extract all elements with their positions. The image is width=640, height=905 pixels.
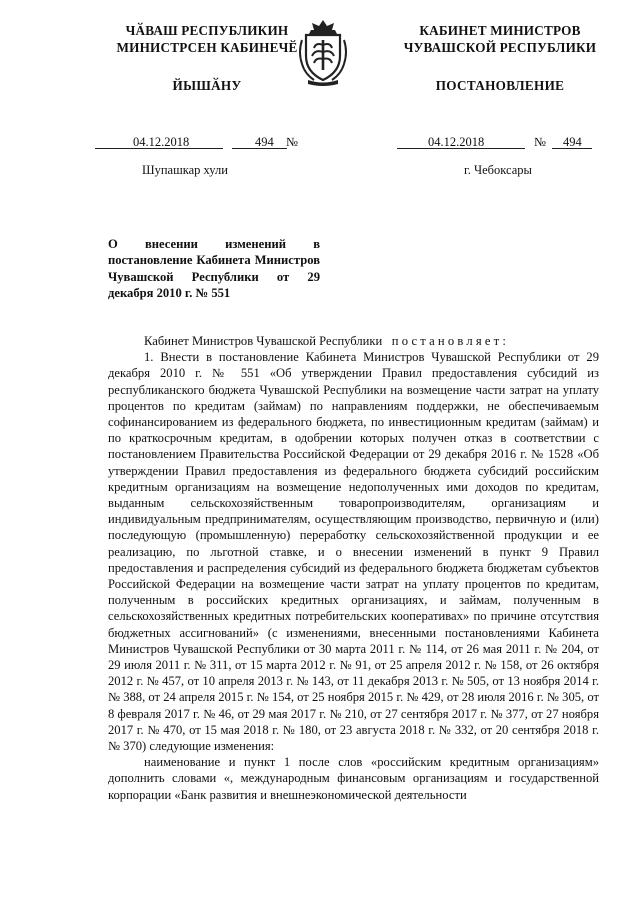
- header-right-block: [385, 22, 615, 94]
- left-date: 04.12.2018: [133, 135, 190, 149]
- document-subject: О внесении изменений в постановление Кабинета Министров Чувашской Республики от 29 декабря 2010 г. № 551: [108, 237, 320, 300]
- left-number-sign: №: [286, 135, 298, 149]
- left-number: 494: [255, 135, 274, 149]
- org-name-russian-line1: КАБИНЕТ МИНИСТРОВ: [419, 23, 581, 38]
- document-body: [108, 333, 599, 803]
- intro-text: Кабинет Министров Чувашской Республики: [144, 334, 383, 348]
- left-place: Шупашкар хули: [142, 163, 228, 177]
- left-number-underline: [232, 148, 287, 149]
- left-date-underline: [95, 148, 223, 149]
- org-name-chuvash-line2: МИНИСТРСЕН КАБИНЕЧӖ: [116, 40, 298, 55]
- right-date-underline: [397, 148, 525, 149]
- right-number-underline: [552, 148, 592, 149]
- doc-type-chuvash: ЙЫШӐНУ: [172, 78, 242, 93]
- paragraph-2: наименование и пункт 1 после слов «российским кредитным организациям» дополнить словами «, международным финансовым организациям и государственной корпорации «Банк развития и внешнеэкономической деятельности: [108, 755, 599, 802]
- chuvash-coat-of-arms-icon: [296, 18, 350, 86]
- resolves-word: постановляет:: [391, 334, 510, 348]
- header-left-block: [92, 22, 322, 94]
- right-date: 04.12.2018: [428, 135, 485, 149]
- right-number-sign: №: [534, 135, 546, 149]
- right-number: 494: [563, 135, 582, 149]
- org-name-chuvash-line1: ЧӐВАШ РЕСПУБЛИКИН: [125, 23, 289, 38]
- intro-paragraph: [108, 333, 599, 349]
- paragraph-1: 1. Внести в постановление Кабинета Министров Чувашской Республики от 29 декабря 2010 г. № 551 «Об утверждении Правил предоставления субсидий из республиканского бюджета Чувашской Республики на возмещение части затрат на уплату процентов по кредитам (займам) по направлениям поддержки, не обеспечиваемым софинансированием из федерального бюджета, по инвестиционным кредитам (займам) и по краткосрочным кредитам, в одобрении которых получен отказ в соответствии с постановлением Правительства Российской Федерации от 29 декабря 2016 г. № 1528 «Об утверждении Правил предоставления из федерального бюджета субсидий российским кредитным организациям на возмещение недополученных ими доходов по кредитам, выданным сельскохозяйственным товаропроизводителям, организациям и индивидуальным предпринимателям, осуществляющим производство, первичную и (или) последующую (промышленную) переработку сельскохозяйственной продукции и ее реализацию, по льготной ставке, и о внесении изменений в пункт 9 Правил предоставления и распределения субсидий из федерального бюджета бюджетам субъектов Российской Федерации на возмещение части затрат на уплату процентов по кредитам, полученным в российских кредитных организациях, и займам, полученным в сельскохозяйственных кредитных потребительских кооперативах» по причине отсутствия бюджетных ассигнований» (с изменениями, внесенными постановлениями Кабинета Министров Чувашской Республики от 30 марта 2011 г. № 114, от 26 мая 2011 г. № 204, от 29 июля 2011 г. № 311, от 15 марта 2012 г. № 91, от 25 апреля 2012 г. № 158, от 26 октября 2012 г. № 457, от 10 апреля 2013 г. № 143, от 11 декабря 2013 г. № 505, от 13 ноября 2014 г. № 388, от 24 апреля 2015 г. № 154, от 25 ноября 2015 г. № 429, от 28 июля 2016 г. № 305, от 8 февраля 2017 г. № 46, от 29 мая 2017 г. № 210, от 27 сентября 2017 г. № 377, от 27 ноября 2017 г. № 470, от 15 мая 2018 г. № 180, от 23 августа 2018 г. № 332, от 20 сентября 2018 г. № 370) следующие изменения:: [108, 350, 599, 754]
- right-place: г. Чебоксары: [464, 163, 532, 177]
- org-name-russian-line2: ЧУВАШСКОЙ РЕСПУБЛИКИ: [403, 40, 597, 55]
- doc-type-russian: ПОСТАНОВЛЕНИЕ: [435, 78, 565, 93]
